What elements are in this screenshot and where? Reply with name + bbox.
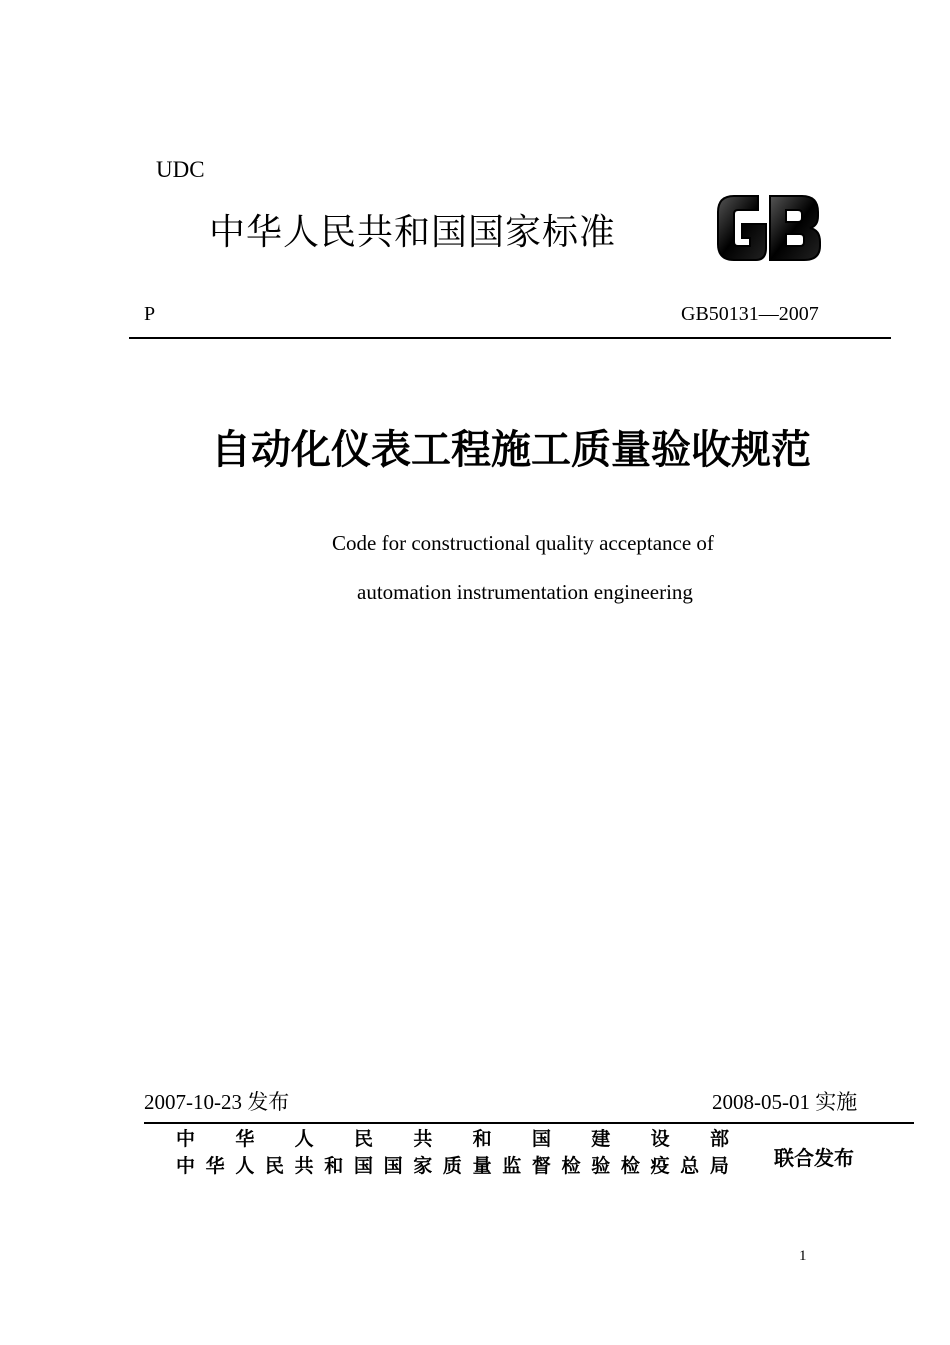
joint-release-label: 联合发布	[774, 1146, 854, 1170]
issuer-char: 华	[205, 1155, 225, 1177]
issuer-char: 检	[620, 1155, 640, 1177]
document-title-english-line1: Code for constructional quality acceptance of	[332, 531, 714, 555]
header-divider	[129, 337, 891, 339]
issuer-ministry-of-construction	[176, 1124, 729, 1151]
issuer-char: 量	[472, 1155, 492, 1177]
national-standard-heading: 中华人民共和国国家标准	[209, 212, 617, 253]
gb-logo-text: GB	[712, 186, 714, 187]
udc-label: UDC	[156, 157, 205, 182]
issuer-char: 和	[472, 1128, 492, 1150]
issuer-char: 检	[561, 1155, 581, 1177]
issuer-char: 建	[591, 1128, 611, 1150]
issuer-char: 国	[383, 1155, 403, 1177]
standard-number: GB50131—2007	[681, 303, 819, 325]
issuer-char: 民	[264, 1155, 284, 1177]
issuer-char: 国	[531, 1128, 551, 1150]
document-title-chinese: 自动化仪表工程施工质量验收规范	[211, 426, 811, 473]
issuer-char: 共	[413, 1128, 433, 1150]
issuer-char: 设	[650, 1128, 670, 1150]
effective-date: 2008-05-01 实施	[712, 1090, 858, 1114]
issuer-char: 监	[502, 1155, 522, 1177]
gb-logo-graphic	[712, 186, 824, 268]
issuer-char: 人	[235, 1155, 255, 1177]
issuer-char: 国	[353, 1155, 373, 1177]
issuer-char: 中	[176, 1155, 196, 1177]
issuer-char: 华	[235, 1128, 255, 1150]
issuer-char: 和	[324, 1155, 344, 1177]
issuer-char: 部	[709, 1128, 729, 1150]
issuer-char: 疫	[650, 1155, 670, 1177]
issue-date: 2007-10-23 发布	[144, 1090, 290, 1114]
issuer-char: 中	[176, 1128, 196, 1150]
issuer-char: 共	[294, 1155, 314, 1177]
issuer-char: 家	[413, 1155, 433, 1177]
issuer-char: 质	[442, 1155, 462, 1177]
classification-code: P	[144, 303, 156, 325]
issuer-char: 验	[591, 1155, 611, 1177]
gb-logo	[712, 186, 824, 268]
document-title-english-line2: automation instrumentation engineering	[357, 580, 693, 604]
issuer-char: 人	[294, 1128, 314, 1150]
issuer-char: 局	[709, 1155, 729, 1177]
issuer-char: 民	[353, 1128, 373, 1150]
issuer-aqsiq	[176, 1151, 729, 1178]
page-number: 1	[799, 1248, 807, 1264]
issuer-char: 督	[531, 1155, 551, 1177]
issuer-char: 总	[680, 1155, 700, 1177]
